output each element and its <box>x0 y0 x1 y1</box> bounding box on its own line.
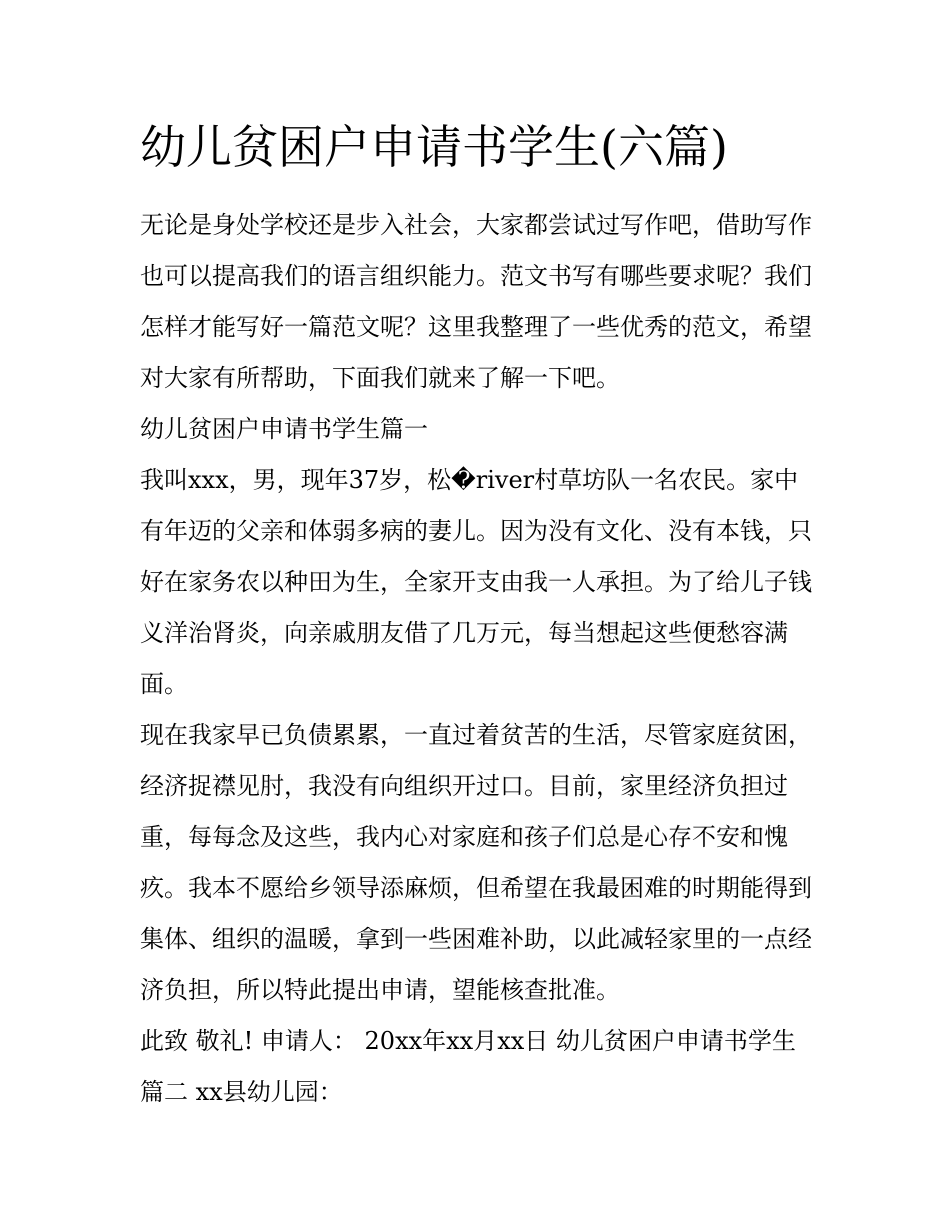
section-heading-one: 幼儿贫困户申请书学生篇一 <box>140 415 428 443</box>
intro-paragraph: 无论是身处学校还是步入社会，大家都尝试过写作吧，借助写作也可以提高我们的语言组织能力。范文书写有哪些要求呢？我们怎样才能写好一篇范文呢？这里我整理了一些优秀的范文，希望对大家有所帮助，下面我们就来了解一下吧。 <box>140 211 812 392</box>
body-paragraph: 现在我家早已负债累累，一直过着贫苦的生活，尽管家庭贫困，经济捉襟见肘，我没有向组织开过口。目前，家里经济负担过重，每每念及这些，我内心对家庭和孩子们总是心存不安和愧疚。我本不愿给乡领导添麻烦，但希望在我最困难的时期能得到集体、组织的温暖，拿到一些困难补助，以此减轻家里的一点经济负担，所以特此提出申请，望能核查批准。 <box>140 721 812 1004</box>
document-body <box>140 112 812 1118</box>
body-paragraph: 我叫xxx，男，现年37岁，松�river村草坊队一名农民。家中有年迈的父亲和体弱多病的妻儿。因为没有文化、没有本钱，只好在家务农以种田为生，全家开支由我一人承担。为了给儿子钱义洋治肾炎，向亲戚朋友借了几万元，每当想起这些便愁容满面。 <box>140 466 812 698</box>
paragraph-list <box>140 200 812 1118</box>
closing-paragraph: 此致 敬礼! 申请人： 20xx年xx月xx日 幼儿贫困户申请书学生篇二 xx县幼儿园： <box>140 1027 796 1106</box>
document-title: 幼儿贫困户申请书学生(六篇) <box>140 120 728 174</box>
